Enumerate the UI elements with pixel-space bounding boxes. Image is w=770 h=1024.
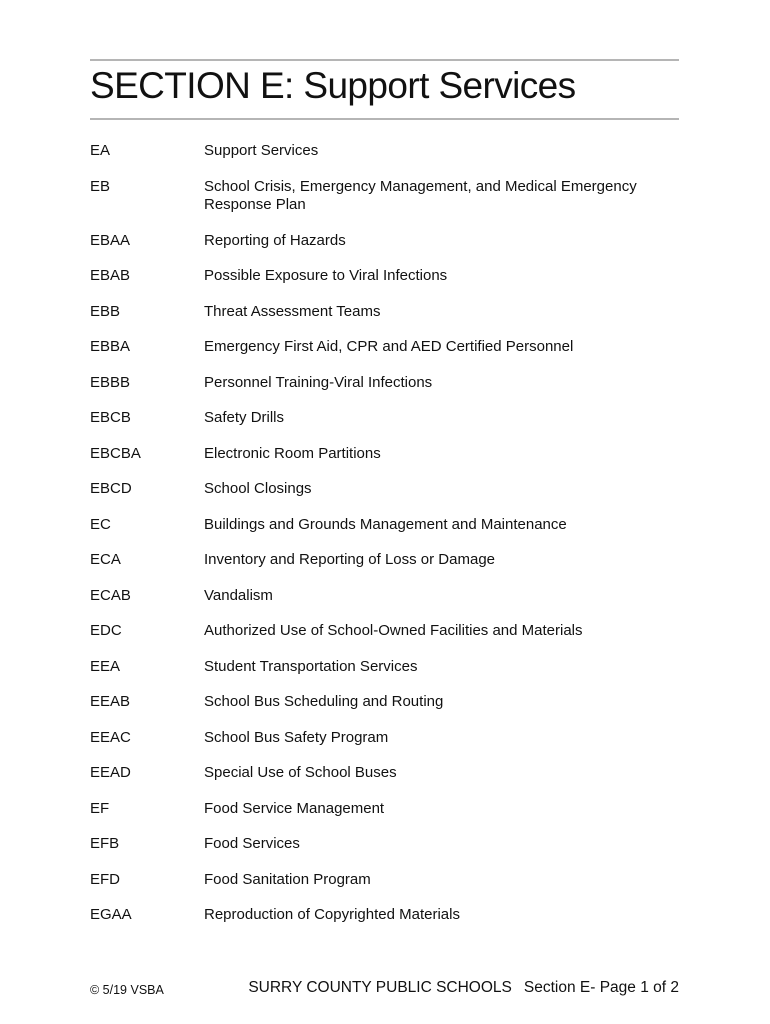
list-item bbox=[90, 338, 679, 357]
list-item bbox=[90, 800, 679, 819]
list-item bbox=[90, 445, 679, 464]
policy-title: Vandalism bbox=[204, 586, 273, 604]
policy-title: Authorized Use of School-Owned Facilities and Materials bbox=[204, 622, 583, 639]
policy-title: Possible Exposure to Viral Infections bbox=[204, 267, 448, 284]
footer-page-info bbox=[248, 979, 679, 997]
list-item bbox=[90, 232, 679, 251]
policy-title: Safety Drills bbox=[204, 409, 285, 426]
policy-code: EEAC bbox=[90, 728, 131, 746]
policy-title: School Bus Safety Program bbox=[204, 728, 389, 746]
policy-code: EFB bbox=[90, 835, 120, 852]
list-item bbox=[90, 835, 679, 854]
policy-title: School Bus Scheduling and Routing bbox=[204, 693, 444, 710]
list-item bbox=[90, 178, 679, 215]
top-rule bbox=[90, 59, 679, 61]
footer-page-label: Section E- Page 1 of 2 bbox=[523, 979, 679, 996]
footer-organization: SURRY COUNTY PUBLIC SCHOOLS bbox=[248, 979, 512, 996]
policy-code: EBCB bbox=[90, 409, 131, 426]
list-item bbox=[90, 764, 679, 783]
policy-title: Reporting of Hazards bbox=[204, 231, 346, 249]
footer-copyright: © 5/19 VSBA bbox=[90, 983, 164, 997]
policy-title: Electronic Room Partitions bbox=[204, 444, 381, 462]
list-item bbox=[90, 374, 679, 393]
policy-title: Reproduction of Copyrighted Materials bbox=[204, 906, 460, 923]
policy-title: Buildings and Grounds Management and Maintenance bbox=[204, 515, 567, 533]
policy-title: Inventory and Reporting of Loss or Damage bbox=[204, 551, 495, 568]
list-item bbox=[90, 587, 679, 606]
policy-code: EBB bbox=[90, 302, 121, 320]
policy-title: Food Services bbox=[204, 835, 300, 852]
policy-title: Personnel Training-Viral Infections bbox=[204, 373, 433, 391]
policy-code: EB bbox=[90, 177, 111, 195]
policy-title: Food Sanitation Program bbox=[204, 870, 371, 888]
policy-code: EBAA bbox=[90, 231, 131, 249]
list-item bbox=[90, 303, 679, 322]
policy-title: Support Services bbox=[204, 142, 319, 159]
policy-code: EBBB bbox=[90, 373, 131, 391]
policy-code: EFD bbox=[90, 870, 120, 888]
policy-code: EC bbox=[90, 515, 111, 533]
list-item bbox=[90, 551, 679, 570]
policy-code: EF bbox=[90, 799, 110, 817]
list-item bbox=[90, 516, 679, 535]
title-underline-rule bbox=[90, 118, 679, 120]
policy-code: EBBA bbox=[90, 338, 131, 355]
policy-code: EEA bbox=[90, 657, 121, 675]
policy-code: EBAB bbox=[90, 267, 131, 284]
list-item bbox=[90, 480, 679, 499]
policy-code: EEAD bbox=[90, 764, 131, 781]
policy-title: School Closings bbox=[204, 480, 312, 497]
list-item bbox=[90, 729, 679, 748]
list-item bbox=[90, 142, 679, 161]
list-item bbox=[90, 871, 679, 890]
policy-title: Threat Assessment Teams bbox=[204, 302, 381, 320]
policy-code: EGAA bbox=[90, 906, 132, 923]
policy-code: ECAB bbox=[90, 586, 131, 604]
policy-title: Special Use of School Buses bbox=[204, 764, 397, 781]
list-item bbox=[90, 622, 679, 641]
policy-title: Food Service Management bbox=[204, 799, 385, 817]
list-item bbox=[90, 906, 679, 925]
list-item bbox=[90, 658, 679, 677]
page-title: SECTION E: Support Services bbox=[90, 65, 576, 106]
policy-code: ECA bbox=[90, 551, 121, 568]
policy-code: EA bbox=[90, 142, 111, 159]
list-item bbox=[90, 693, 679, 712]
policy-code: EDC bbox=[90, 622, 122, 639]
list-item bbox=[90, 267, 679, 286]
policy-code: EBCD bbox=[90, 480, 132, 497]
policy-code: EEAB bbox=[90, 693, 131, 710]
policy-code: EBCBA bbox=[90, 444, 141, 462]
policy-title: Emergency First Aid, CPR and AED Certified Personnel bbox=[204, 338, 574, 355]
policy-title: School Crisis, Emergency Management, and Medical Emergency Response Plan bbox=[204, 177, 637, 213]
list-item bbox=[90, 409, 679, 428]
policy-code-list bbox=[90, 142, 679, 942]
policy-title: Student Transportation Services bbox=[204, 657, 418, 675]
